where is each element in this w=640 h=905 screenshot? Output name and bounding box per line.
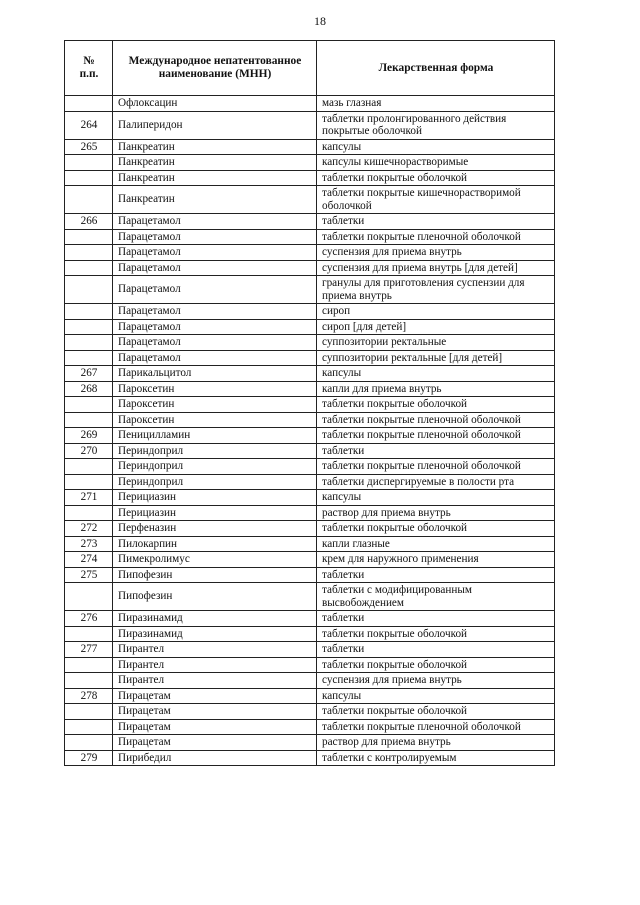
row-number: [65, 245, 113, 261]
row-form: таблетки покрытые пленочной оболочкой: [317, 719, 555, 735]
table-row: [65, 229, 555, 245]
table-row: [65, 704, 555, 720]
row-number: 265: [65, 139, 113, 155]
row-inn: Пирантел: [113, 642, 317, 658]
row-form: мазь глазная: [317, 96, 555, 112]
row-number: 271: [65, 490, 113, 506]
table-row: [65, 735, 555, 751]
row-number: [65, 673, 113, 689]
drug-table: [64, 40, 555, 766]
row-number: [65, 657, 113, 673]
row-number: [65, 335, 113, 351]
row-inn: Пимекролимус: [113, 552, 317, 568]
row-form: раствор для приема внутрь: [317, 735, 555, 751]
row-number: [65, 735, 113, 751]
row-form: таблетки: [317, 611, 555, 627]
row-inn: Парацетамол: [113, 304, 317, 320]
row-number: [65, 96, 113, 112]
table-row: [65, 688, 555, 704]
table-row: [65, 567, 555, 583]
row-number: 267: [65, 366, 113, 382]
table-row: [65, 719, 555, 735]
table-row: [65, 214, 555, 230]
row-form: капсулы кишечнорастворимые: [317, 155, 555, 171]
table-row: [65, 260, 555, 276]
row-form: таблетки покрытые пленочной оболочкой: [317, 459, 555, 475]
row-inn: Парацетамол: [113, 276, 317, 304]
table-row: [65, 335, 555, 351]
row-form: сироп [для детей]: [317, 319, 555, 335]
table-row: [65, 155, 555, 171]
row-form: суспензия для приема внутрь [для детей]: [317, 260, 555, 276]
row-form: капсулы: [317, 490, 555, 506]
row-inn: Пирибедил: [113, 750, 317, 766]
table-row: [65, 381, 555, 397]
row-inn: Периндоприл: [113, 459, 317, 475]
table-row: [65, 245, 555, 261]
table-row: [65, 505, 555, 521]
row-form: таблетки с контролируемым: [317, 750, 555, 766]
row-form: сироп: [317, 304, 555, 320]
row-number: [65, 474, 113, 490]
table-row: [65, 536, 555, 552]
row-inn: Парикальцитол: [113, 366, 317, 382]
row-form: капли глазные: [317, 536, 555, 552]
table-row: [65, 170, 555, 186]
row-form: таблетки покрытые пленочной оболочкой: [317, 428, 555, 444]
row-form: таблетки покрытые оболочкой: [317, 704, 555, 720]
row-form: суспензия для приема внутрь: [317, 245, 555, 261]
row-number: [65, 719, 113, 735]
table-row: [65, 521, 555, 537]
row-number: [65, 319, 113, 335]
row-number: 270: [65, 443, 113, 459]
row-inn: Парацетамол: [113, 350, 317, 366]
row-inn: Пирацетам: [113, 719, 317, 735]
table-row: [65, 186, 555, 214]
row-form: раствор для приема внутрь: [317, 505, 555, 521]
row-number: 276: [65, 611, 113, 627]
row-number: [65, 186, 113, 214]
table-row: [65, 657, 555, 673]
row-number: [65, 704, 113, 720]
table-row: [65, 611, 555, 627]
row-form: таблетки покрытые оболочкой: [317, 397, 555, 413]
header-form: Лекарственная форма: [317, 41, 555, 96]
table-row: [65, 276, 555, 304]
row-form: таблетки покрытые пленочной оболочкой: [317, 229, 555, 245]
table-row: [65, 474, 555, 490]
row-inn: Пипофезин: [113, 583, 317, 611]
row-number: [65, 350, 113, 366]
table-row: [65, 552, 555, 568]
row-inn: Пирацетам: [113, 735, 317, 751]
row-form: таблетки покрытые пленочной оболочкой: [317, 412, 555, 428]
row-inn: Пароксетин: [113, 381, 317, 397]
row-number: [65, 626, 113, 642]
row-inn: Пиразинамид: [113, 626, 317, 642]
row-form: капли для приема внутрь: [317, 381, 555, 397]
row-inn: Панкреатин: [113, 186, 317, 214]
row-form: гранулы для приготовления суспензии для приема внутрь: [317, 276, 555, 304]
header-number: № п.п.: [65, 41, 113, 96]
row-number: [65, 505, 113, 521]
row-inn: Панкреатин: [113, 155, 317, 171]
row-inn: Пеницилламин: [113, 428, 317, 444]
row-inn: Офлоксацин: [113, 96, 317, 112]
row-inn: Пирацетам: [113, 688, 317, 704]
table-row: [65, 139, 555, 155]
row-form: таблетки покрытые оболочкой: [317, 521, 555, 537]
row-form: таблетки: [317, 642, 555, 658]
row-form: суспензия для приема внутрь: [317, 673, 555, 689]
row-form: таблетки: [317, 214, 555, 230]
table-header-row: [65, 41, 555, 96]
row-number: 278: [65, 688, 113, 704]
row-inn: Перициазин: [113, 505, 317, 521]
row-inn: Периндоприл: [113, 474, 317, 490]
row-inn: Перициазин: [113, 490, 317, 506]
row-number: 266: [65, 214, 113, 230]
row-number: [65, 260, 113, 276]
row-number: [65, 397, 113, 413]
row-inn: Панкреатин: [113, 139, 317, 155]
row-inn: Пирантел: [113, 673, 317, 689]
row-form: крем для наружного применения: [317, 552, 555, 568]
table-row: [65, 626, 555, 642]
row-number: [65, 412, 113, 428]
row-form: таблетки покрытые оболочкой: [317, 170, 555, 186]
row-inn: Парацетамол: [113, 245, 317, 261]
page-number: 18: [314, 14, 326, 28]
table-row: [65, 350, 555, 366]
row-inn: Парацетамол: [113, 214, 317, 230]
row-number: 272: [65, 521, 113, 537]
row-number: [65, 304, 113, 320]
row-form: капсулы: [317, 366, 555, 382]
row-form: таблетки покрытые оболочкой: [317, 626, 555, 642]
row-inn: Парацетамол: [113, 260, 317, 276]
row-number: [65, 276, 113, 304]
row-inn: Пилокарпин: [113, 536, 317, 552]
row-inn: Пирантел: [113, 657, 317, 673]
row-inn: Палиперидон: [113, 111, 317, 139]
row-number: 268: [65, 381, 113, 397]
row-form: суппозитории ректальные [для детей]: [317, 350, 555, 366]
table-row: [65, 111, 555, 139]
table-row: [65, 319, 555, 335]
table-row: [65, 750, 555, 766]
row-number: [65, 583, 113, 611]
header-inn: Международное непатентованное наименование (МНН): [113, 41, 317, 96]
row-form: капсулы: [317, 688, 555, 704]
row-number: 274: [65, 552, 113, 568]
table-row: [65, 412, 555, 428]
table-row: [65, 428, 555, 444]
row-number: 277: [65, 642, 113, 658]
row-inn: Перфеназин: [113, 521, 317, 537]
row-form: капсулы: [317, 139, 555, 155]
row-number: 275: [65, 567, 113, 583]
row-inn: Пиразинамид: [113, 611, 317, 627]
table-row: [65, 583, 555, 611]
row-form: таблетки с модифицированным высвобождением: [317, 583, 555, 611]
table-row: [65, 490, 555, 506]
table-row: [65, 673, 555, 689]
row-number: 273: [65, 536, 113, 552]
row-inn: Панкреатин: [113, 170, 317, 186]
row-form: таблетки покрытые оболочкой: [317, 657, 555, 673]
row-inn: Парацетамол: [113, 335, 317, 351]
row-inn: Пароксетин: [113, 397, 317, 413]
row-form: таблетки пролонгированного действия покрытые оболочкой: [317, 111, 555, 139]
row-inn: Пароксетин: [113, 412, 317, 428]
row-form: таблетки покрытые кишечнорастворимой оболочкой: [317, 186, 555, 214]
row-number: 269: [65, 428, 113, 444]
table-row: [65, 366, 555, 382]
row-form: таблетки: [317, 443, 555, 459]
row-inn: Парацетамол: [113, 229, 317, 245]
row-number: 279: [65, 750, 113, 766]
row-number: 264: [65, 111, 113, 139]
row-form: таблетки: [317, 567, 555, 583]
row-inn: Парацетамол: [113, 319, 317, 335]
table-row: [65, 304, 555, 320]
row-number: [65, 229, 113, 245]
table-row: [65, 459, 555, 475]
row-number: [65, 170, 113, 186]
table-row: [65, 443, 555, 459]
table-row: [65, 96, 555, 112]
table-row: [65, 642, 555, 658]
row-number: [65, 155, 113, 171]
row-inn: Пипофезин: [113, 567, 317, 583]
row-form: суппозитории ректальные: [317, 335, 555, 351]
row-inn: Периндоприл: [113, 443, 317, 459]
row-inn: Пирацетам: [113, 704, 317, 720]
row-number: [65, 459, 113, 475]
table-row: [65, 397, 555, 413]
row-form: таблетки диспергируемые в полости рта: [317, 474, 555, 490]
